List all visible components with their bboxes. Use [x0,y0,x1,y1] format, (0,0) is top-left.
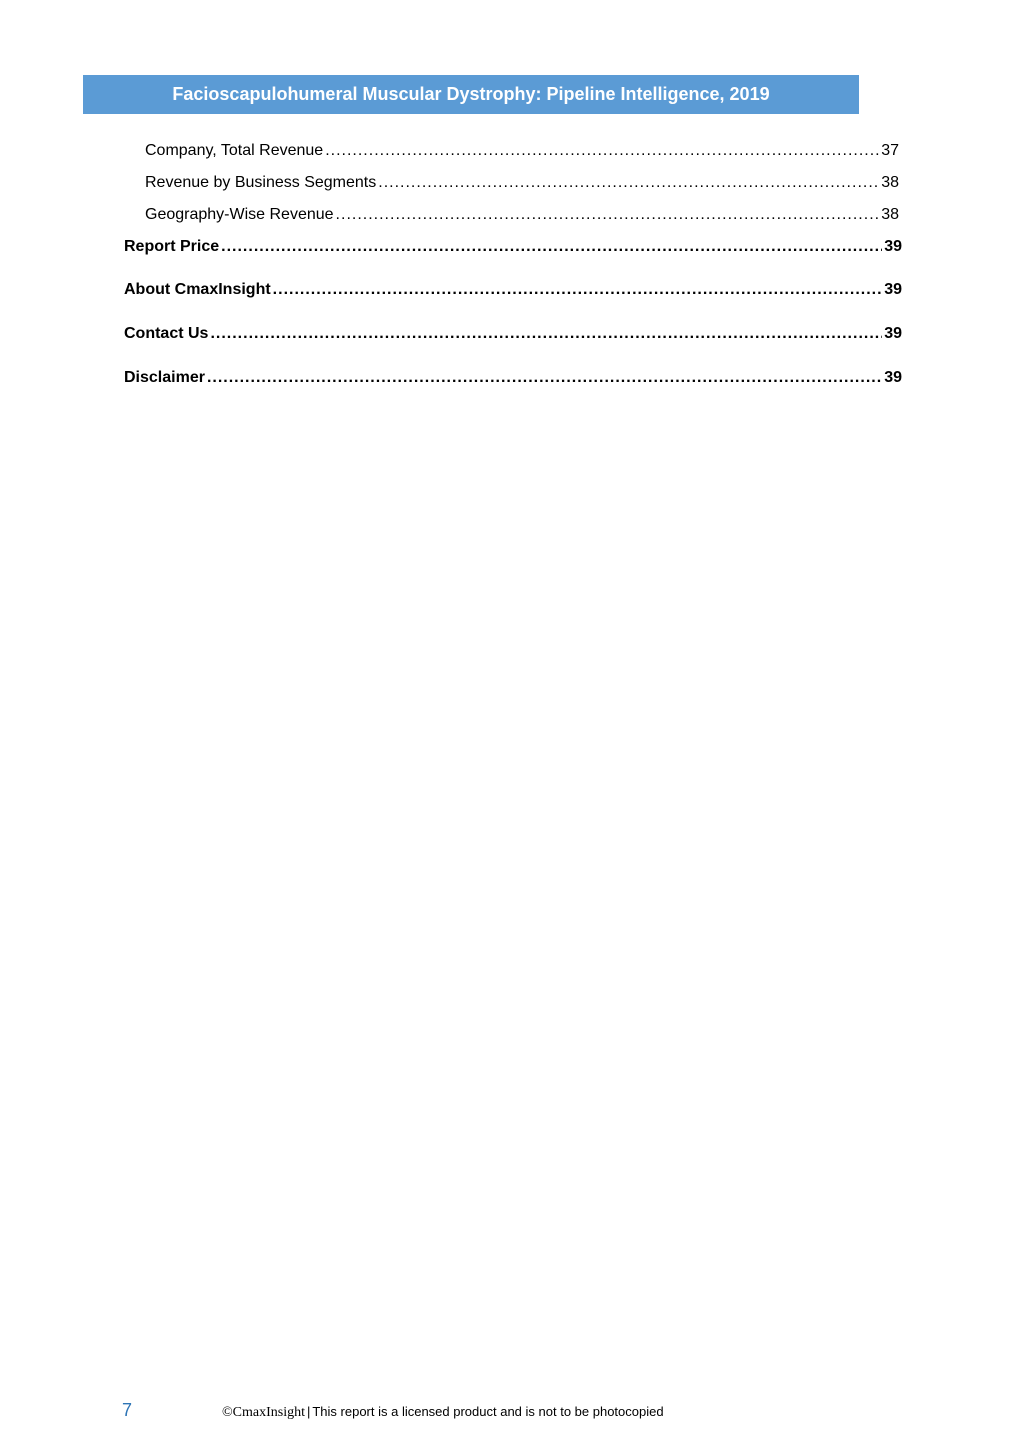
toc-entry-label: Disclaimer [124,369,205,386]
footer-notice: This report is a licensed product and is not to be photocopied [312,1404,664,1419]
footer-separator: | [306,1404,311,1419]
toc-entry-geography-wise-revenue[interactable] [145,206,899,224]
toc-dot-leader [221,238,882,256]
toc-entry-page: 37 [881,142,899,159]
report-title: Facioscapulohumeral Muscular Dystrophy: Pipeline Intelligence, 2019 [172,84,770,104]
toc-entry-page: 39 [884,281,902,298]
toc-entry-page: 38 [881,174,899,191]
toc-entry-about-cmaxinsight[interactable] [124,281,902,299]
toc-dot-leader [325,142,879,160]
toc-entry-contact-us[interactable] [124,325,902,343]
toc-dot-leader [210,325,882,343]
toc-entry-page: 39 [884,238,902,255]
toc-entry-label: Contact Us [124,325,209,342]
toc-entry-disclaimer[interactable] [124,369,902,387]
toc-entry-label: Company, Total Revenue [145,142,324,159]
toc-dot-leader [273,281,883,299]
toc-entry-report-price[interactable] [124,238,902,256]
toc-entry-page: 38 [881,206,899,223]
toc-entry-label: Report Price [124,238,220,255]
toc-entry-page: 39 [884,369,902,386]
toc-entry-company-total-revenue[interactable] [145,142,899,160]
toc-entry-page: 39 [884,325,902,342]
toc-entry-label: Geography-Wise Revenue [145,206,334,223]
report-header-bar [83,75,859,114]
toc-dot-leader [378,174,879,192]
page-number: 7 [122,1400,133,1420]
toc-entry-label: About CmaxInsight [124,281,271,298]
toc-entry-label: Revenue by Business Segments [145,174,377,191]
footer-copyright [222,1404,664,1421]
toc-dot-leader [336,206,880,224]
toc-entry-revenue-by-business-segments[interactable] [145,174,899,192]
footer-brand: ©CmaxInsight [222,1405,305,1420]
toc-dot-leader [207,369,882,387]
